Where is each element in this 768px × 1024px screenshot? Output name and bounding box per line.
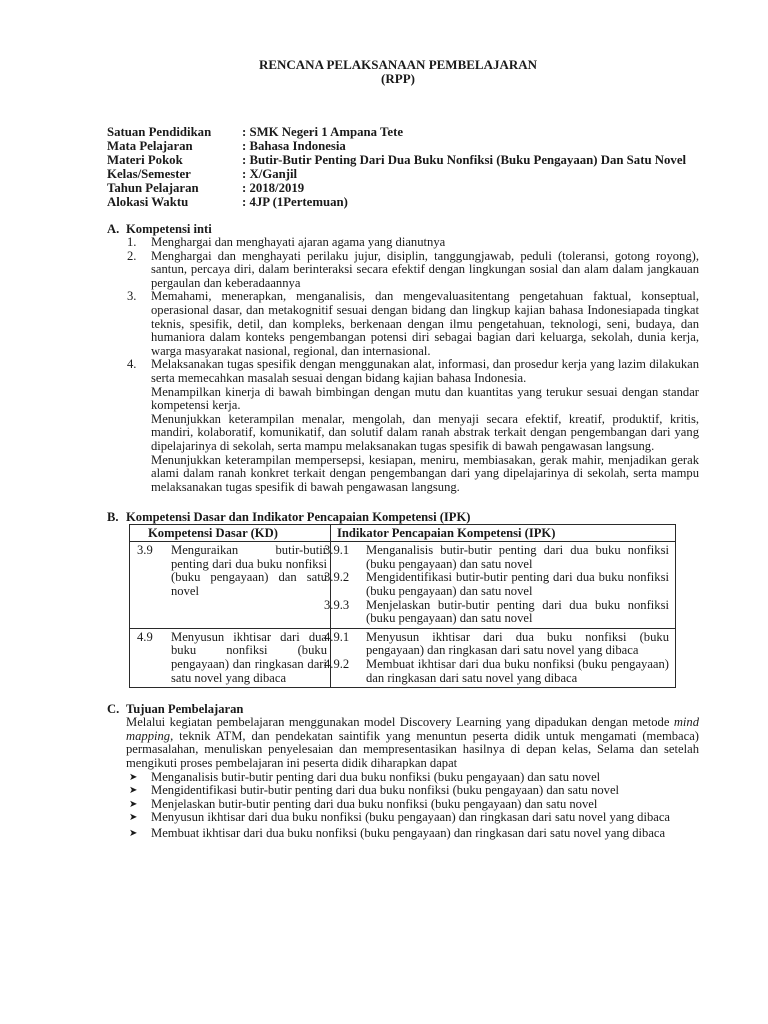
identity-row	[107, 153, 699, 167]
list-item	[129, 771, 699, 785]
ipk-item	[324, 570, 669, 599]
numbered-list	[127, 236, 699, 386]
identity-label: Alokasi Waktu	[107, 195, 189, 209]
identity-row	[107, 139, 699, 153]
kd-ipk-table	[129, 524, 676, 688]
kd-text: Menguraikan butir-butir penting dari dua buku nonfiksi (buku pengayaan) dan satu novel	[171, 543, 327, 599]
list-item	[127, 358, 699, 385]
list-text: Menyusun ikhtisar dari dua buku nonfiksi (buku pengayaan) dan ringkasan dari satu novel yang dibaca	[151, 810, 671, 825]
section-letter: A.	[107, 222, 120, 236]
identity-value: : SMK Negeri 1 Ampana Tete	[242, 125, 404, 139]
list-continuation: Menunjukkan keterampilan mempersepsi, kesiapan, meniru, membiasakan, gerak mahir, menjadikan gerak alami dalam ranah konkret terkait dengan pengembangan dari yang dipelajarinya di sekolah, serta mampu melaksanakan tugas spesifik di bawah pengawasan langsung.	[151, 452, 699, 494]
ipk-cell	[324, 628, 676, 687]
column-header-ipk: Indikator Pencapaian Kompetensi (IPK)	[331, 525, 676, 542]
kd-number: 4.9	[137, 629, 153, 644]
document-title	[97, 58, 699, 86]
section-title: Tujuan Pembelajaran	[126, 702, 244, 717]
identity-row	[107, 125, 699, 139]
identity-block	[107, 125, 699, 209]
identity-row	[107, 181, 699, 195]
arrow-bullet-icon: ➤	[129, 798, 138, 810]
identity-value: : Bahasa Indonesia	[242, 139, 346, 153]
kd-number: 3.9	[137, 543, 153, 558]
column-header-kd: Kompetensi Dasar (KD)	[130, 525, 331, 542]
section-heading	[107, 510, 699, 524]
list-number: 2.	[127, 248, 137, 263]
list-item	[127, 236, 699, 250]
ipk-number: 3.9.3	[324, 597, 350, 612]
ipk-text: Menyusun ikhtisar dari dua buku nonfiksi (buku pengayaan) dan ringkasan dari satu novel yang dibaca	[366, 629, 669, 658]
section-heading	[107, 222, 699, 236]
list-text: Membuat ikhtisar dari dua buku nonfiksi (buku pengayaan) dan ringkasan dari satu novel yang dibaca	[151, 825, 666, 840]
list-text: Menjelaskan butir-butir penting dari dua buku nonfiksi (buku pengayaan) dan satu novel	[151, 796, 598, 811]
kd-text: Menyusun ikhtisar dari dua buku nonfiksi (buku pengayaan) dan ringkasan dari satu novel yang dibaca	[171, 629, 327, 685]
list-text: Mengidentifikasi butir-butir penting dari dua buku nonfiksi (buku pengayaan) dan satu novel	[151, 783, 620, 798]
list-text: Menghargai dan menghayati ajaran agama yang dianutnya	[151, 235, 446, 249]
identity-label: Mata Pelajaran	[107, 139, 193, 153]
list-continuation: Menampilkan kinerja di bawah bimbingan dengan mutu dan kuantitas yang terukur sesuai dengan standar kompetensi kerja.	[151, 384, 699, 413]
ipk-text: Menjelaskan butir-butir penting dari dua buku nonfiksi (buku pengayaan) dan satu novel	[366, 597, 669, 626]
ipk-number: 3.9.1	[324, 543, 350, 558]
ipk-text: Membuat ikhtisar dari dua buku nonfiksi (buku pengayaan) dan ringkasan dari satu novel yang dibaca	[366, 657, 669, 685]
section-kompetensi-inti	[107, 222, 699, 494]
list-item	[127, 250, 699, 291]
identity-value: : 2018/2019	[242, 181, 305, 195]
identity-label: Kelas/Semester	[107, 167, 191, 181]
list-text: Melaksanakan tugas spesifik dengan menggunakan alat, informasi, dan prosedur kerja yang lazim dilakukan serta memecahkan masalah sesuai dengan bidang kajian bahasa Indonesia.	[151, 357, 699, 385]
ipk-item	[324, 543, 669, 571]
section-title: Kompetensi inti	[126, 222, 212, 236]
table-row	[130, 628, 676, 687]
list-text: Menghargai dan menghayati perilaku jujur, disiplin, tanggungjawab, peduli (toleransi, gotong royong), santun, percaya diri, dalam berinteraksi secara efektif dengan lingkungan sosial dan alam dalam jangkauan pergaulan dan keberadaannya	[151, 248, 699, 290]
list-number: 4.	[127, 357, 137, 372]
ipk-item	[324, 629, 669, 658]
identity-value: : 4JP (1Pertemuan)	[242, 195, 348, 209]
identity-row	[107, 167, 699, 181]
section-letter: C.	[107, 702, 120, 717]
section-tujuan-pembelajaran	[107, 702, 699, 840]
list-item	[129, 827, 699, 841]
list-text: Memahami, menerapkan, menganalisis, dan mengevaluasitentang pengetahuan faktual, konseptual, operasional dasar, dan metakognitif sesuai dengan bidang dan lingkup kajian bahasa Indonesiapada tingkat teknis, spesifik, detil, dan kompleks, berkenaan dengan ilmu pengetahuan, teknologi, seni, budaya, dan humaniora dalam konteks pengembangan potensi diri sebagai bagian dari keluarga, sekolah, dunia kerja, warga masyarakat nasional, regional, dan internasional.	[151, 289, 699, 358]
identity-label: Materi Pokok	[107, 153, 183, 167]
identity-row	[107, 195, 699, 209]
list-item	[129, 798, 699, 812]
arrow-bullet-icon: ➤	[129, 785, 138, 797]
identity-value: : Butir-Butir Penting Dari Dua Buku Nonfiksi (Buku Pengayaan) Dan Satu Novel	[242, 153, 687, 167]
section-letter: B.	[107, 510, 119, 525]
ipk-cell	[324, 542, 676, 629]
identity-label: Satuan Pendidikan	[107, 125, 212, 139]
ipk-item	[324, 597, 669, 626]
ipk-text: Mengidentifikasi butir-butir penting dari dua buku nonfiksi (buku pengayaan) dan satu novel	[366, 570, 669, 599]
section-title: Kompetensi Dasar dan Indikator Pencapaian Kompetensi (IPK)	[126, 510, 471, 525]
title-line-2: (RPP)	[381, 71, 415, 86]
list-item	[129, 811, 699, 825]
list-item	[127, 290, 699, 358]
arrow-bullet-icon: ➤	[129, 771, 138, 783]
kd-cell	[130, 542, 331, 629]
objective-list	[129, 771, 699, 841]
document-page	[107, 58, 699, 841]
kd-cell	[130, 628, 331, 687]
ipk-number: 3.9.2	[324, 570, 350, 585]
section-kd-ipk	[107, 510, 699, 688]
list-continuation: Menunjukkan keterampilan menalar, mengolah, dan menyaji secara efektif, kreatif, produktif, kritis, mandiri, kolaboratif, komunikatif, dan solutif dalam ranah abstrak terkait dengan pengembangan dari yang dipelajarinya di sekolah, serta mampu melaksanakan tugas spesifik di bawah pengawasan langsung.	[151, 411, 699, 453]
title-line-1: RENCANA PELAKSANAAN PEMBELAJARAN	[258, 57, 538, 72]
intro-paragraph	[126, 716, 699, 770]
table-header-row	[130, 525, 676, 542]
section-heading	[107, 702, 699, 716]
list-number: 3.	[127, 289, 137, 304]
ipk-item	[324, 657, 669, 685]
arrow-bullet-icon: ➤	[129, 812, 138, 824]
table-row	[130, 542, 676, 629]
identity-label: Tahun Pelajaran	[107, 181, 199, 195]
list-number: 1.	[127, 235, 137, 249]
intro-text-start: Melalui kegiatan pembelajaran menggunakan model Discovery Learning yang dipadukan dengan metode	[126, 715, 674, 730]
intro-italic-term: mind mapping	[126, 715, 699, 743]
arrow-bullet-icon: ➤	[129, 827, 138, 839]
ipk-text: Menganalisis butir-butir penting dari dua buku nonfiksi (buku pengayaan) dan satu novel	[366, 543, 669, 571]
identity-value: : X/Ganjil	[242, 167, 298, 181]
ipk-number: 4.9.2	[324, 657, 350, 672]
list-text: Menganalisis butir-butir penting dari dua buku nonfiksi (buku pengayaan) dan satu novel	[151, 769, 601, 784]
list-item	[129, 784, 699, 798]
ipk-number: 4.9.1	[324, 629, 350, 644]
intro-text-end: , teknik ATM, dan pendekatan saintifik yang menuntun peserta didik untuk mengamati (membaca) permasalahan, menuliskan penyelesaian dan mempresentasikan hasilnya di depan kelas, Selama dan setelah mengikuti proses pembelajaran ini peserta didik diharapkan dapat	[126, 728, 699, 770]
